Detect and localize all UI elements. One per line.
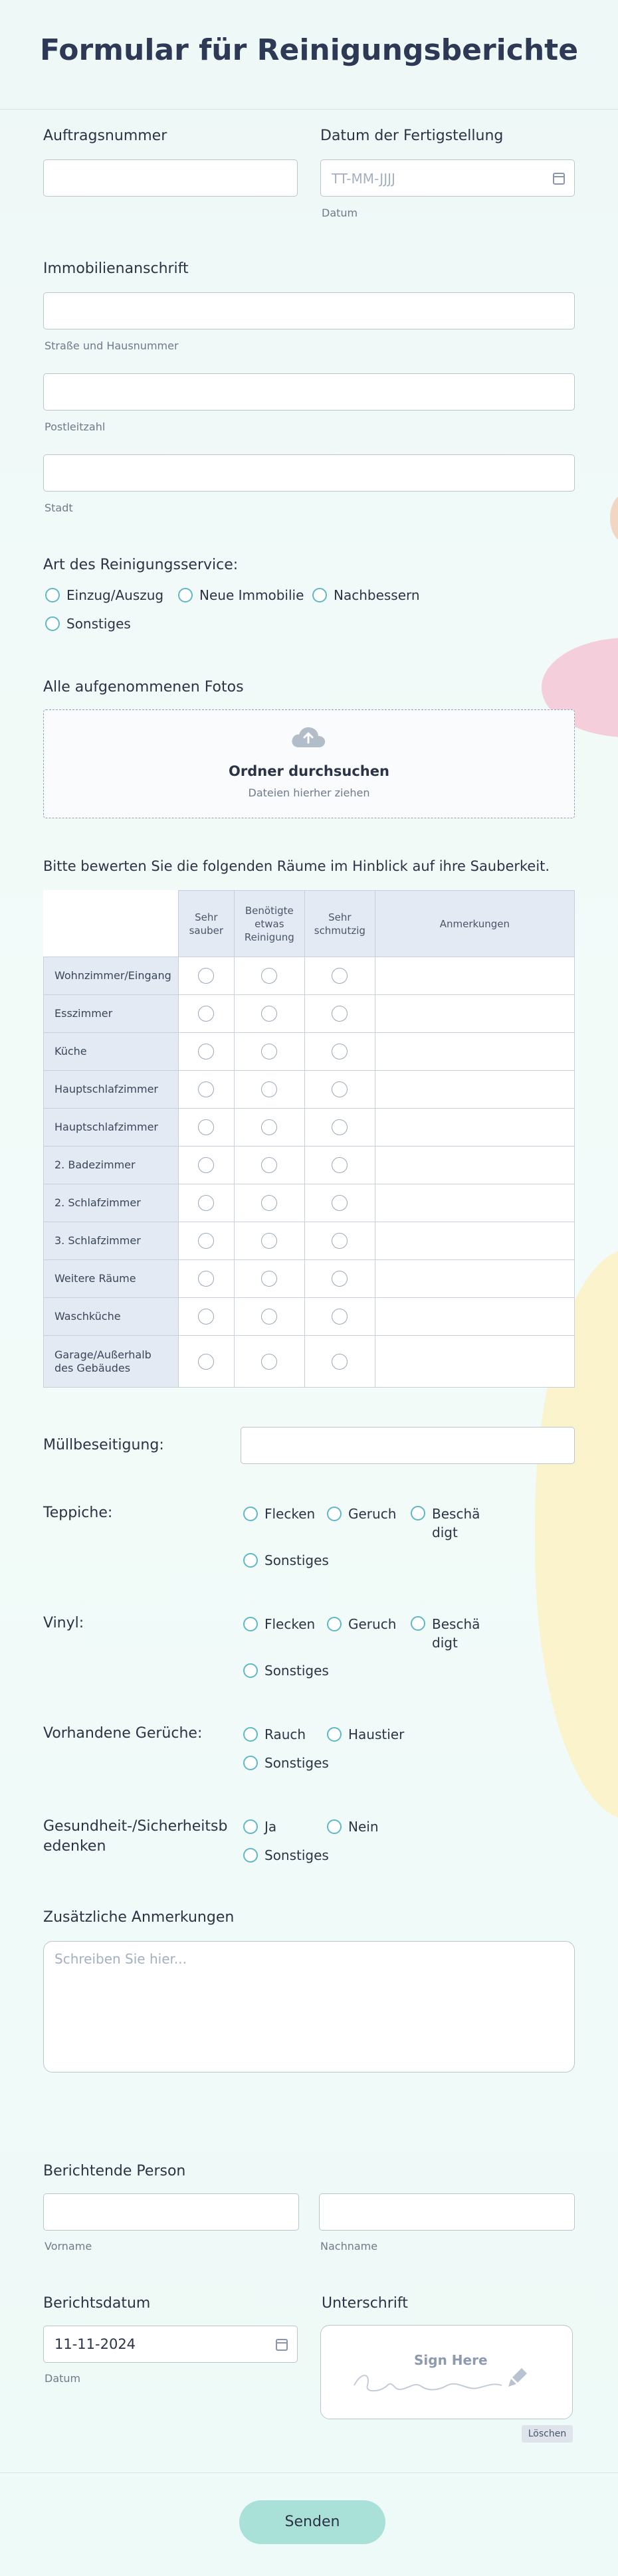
matrix-row (44, 1147, 575, 1184)
radio-circle[interactable] (327, 1819, 342, 1834)
signature-placeholder: Sign Here (414, 2352, 488, 2368)
signature-label: Unterschrift (322, 2295, 408, 2312)
matrix-cell (178, 995, 234, 1033)
safety-option-other[interactable] (243, 1847, 329, 1863)
carpets-option-other[interactable] (243, 1552, 329, 1568)
first-name-sublabel: Vorname (45, 2240, 92, 2253)
zip-input[interactable] (43, 373, 575, 411)
calendar-icon[interactable] (553, 173, 565, 185)
matrix-radio[interactable] (332, 1081, 348, 1097)
matrix-cell (304, 1184, 375, 1222)
matrix-radio[interactable] (261, 1309, 277, 1325)
matrix-cell (234, 1298, 304, 1336)
last-name-input[interactable] (319, 2193, 575, 2231)
report-date-value: 11-11-2024 (54, 2336, 136, 2352)
matrix-cell (178, 1298, 234, 1336)
matrix-notes-input[interactable] (375, 1033, 574, 1071)
zip-sublabel: Postleitzahl (45, 420, 106, 433)
matrix-notes-input[interactable] (375, 1071, 574, 1109)
carpets-option-damaged[interactable] (411, 1505, 485, 1542)
radio-circle[interactable] (243, 1819, 258, 1834)
matrix-cell (178, 1071, 234, 1109)
matrix-cell (178, 1033, 234, 1071)
matrix-radio[interactable] (332, 1157, 348, 1173)
safety-option-yes[interactable] (243, 1819, 276, 1835)
photos-label: Alle aufgenommenen Fotos (43, 679, 244, 695)
matrix-row-label: Wohnzimmer/Eingang (44, 957, 179, 995)
service-option-move[interactable] (45, 587, 163, 603)
radio-label: Flecken (264, 1506, 316, 1522)
matrix-row-label: Waschküche (44, 1298, 179, 1336)
matrix-row-label: 2. Schlafzimmer (44, 1184, 179, 1222)
radio-label: Geruch (348, 1616, 397, 1632)
matrix-cell (234, 1260, 304, 1298)
service-option-new[interactable] (178, 587, 304, 603)
matrix-corner (44, 891, 179, 957)
service-label: Art des Reinigungsservice: (43, 557, 239, 573)
radio-label: Sonstiges (264, 1755, 329, 1771)
carpets-label: Teppiche: (43, 1505, 113, 1521)
matrix-cell (234, 957, 304, 995)
matrix-cell (178, 1222, 234, 1260)
matrix-cell (304, 1298, 375, 1336)
waste-label: Müllbeseitigung: (43, 1437, 164, 1453)
matrix-cell (234, 1184, 304, 1222)
matrix-row-label: Garage/Außerhalb des Gebäudes (44, 1336, 179, 1388)
room-rating-matrix (43, 890, 575, 1388)
city-input[interactable] (43, 454, 575, 492)
signature-pad[interactable] (320, 2325, 573, 2419)
matrix-radio[interactable] (332, 1119, 348, 1135)
matrix-cell (304, 995, 375, 1033)
vinyl-option-other[interactable] (243, 1663, 329, 1679)
radio-circle[interactable] (411, 1616, 425, 1631)
radio-circle[interactable] (327, 1507, 342, 1521)
radio-label: Nein (348, 1819, 379, 1835)
clear-signature-button[interactable]: Löschen (522, 2425, 573, 2442)
matrix-notes-input[interactable] (375, 1260, 574, 1298)
waste-input[interactable] (241, 1427, 575, 1464)
radio-label: Beschädigt (432, 1616, 480, 1651)
matrix-cell (234, 1147, 304, 1184)
matrix-radio[interactable] (332, 1195, 348, 1211)
matrix-cell (304, 1109, 375, 1147)
radio-label: Sonstiges (264, 1663, 329, 1679)
radio-circle[interactable] (243, 1756, 258, 1770)
matrix-radio[interactable] (261, 1233, 277, 1249)
matrix-cell (234, 1109, 304, 1147)
page-title: Formular für Reinigungsberichte (39, 33, 579, 67)
matrix-col-needed-cleaning: Benötigte etwas Reinigung (234, 891, 304, 957)
odors-option-other[interactable] (243, 1755, 329, 1771)
matrix-cell (234, 1222, 304, 1260)
carpets-option-odor[interactable] (327, 1506, 396, 1522)
street-input[interactable] (43, 292, 575, 329)
matrix-cell (234, 995, 304, 1033)
matrix-notes-input[interactable] (375, 1184, 574, 1222)
matrix-row-label: 3. Schlafzimmer (44, 1222, 179, 1260)
odors-label: Vorhandene Gerüche: (43, 1725, 203, 1742)
carpets-option-stains[interactable] (243, 1506, 315, 1522)
odors-option-smoke[interactable] (243, 1726, 306, 1742)
service-option-touchup[interactable] (312, 587, 420, 603)
last-name-sublabel: Nachname (320, 2240, 378, 2253)
radio-circle[interactable] (243, 1617, 258, 1631)
radio-label: Nachbessern (334, 587, 420, 603)
matrix-cell (178, 1260, 234, 1298)
matrix-radio[interactable] (261, 1157, 277, 1173)
matrix-cell (304, 957, 375, 995)
upload-browse-text[interactable]: Ordner durchsuchen (229, 763, 389, 779)
matrix-notes-input[interactable] (375, 957, 574, 995)
decor-blob-peach (610, 495, 618, 541)
street-sublabel: Straße und Hausnummer (45, 339, 179, 352)
radio-circle[interactable] (411, 1506, 425, 1520)
matrix-cell (304, 1336, 375, 1388)
matrix-notes-input[interactable] (375, 1298, 574, 1336)
matrix-radio[interactable] (261, 1119, 277, 1135)
radio-label: Ja (264, 1819, 277, 1835)
matrix-radio[interactable] (198, 1044, 214, 1059)
completion-date-placeholder: TT-MM-JJJJ (332, 171, 395, 187)
radio-label: Geruch (348, 1506, 397, 1522)
order-number-label: Auftragsnummer (43, 128, 167, 144)
radio-label: Sonstiges (66, 616, 131, 632)
radio-label: Einzug/Auszug (66, 587, 164, 603)
matrix-radio[interactable] (261, 1081, 277, 1097)
matrix-row (44, 1260, 575, 1298)
radio-label: Sonstiges (264, 1847, 329, 1863)
report-date-sublabel: Datum (45, 2372, 81, 2385)
notes-placeholder: Schreiben Sie hier... (54, 1951, 187, 1967)
matrix-radio[interactable] (332, 1271, 348, 1287)
radio-circle[interactable] (243, 1727, 258, 1742)
matrix-radio[interactable] (332, 1006, 348, 1022)
matrix-row-label: Küche (44, 1033, 179, 1071)
radio-circle[interactable] (243, 1663, 258, 1678)
file-upload-dropzone[interactable] (43, 709, 575, 818)
matrix-radio[interactable] (332, 1044, 348, 1059)
report-date-input[interactable] (43, 2326, 298, 2363)
matrix-radio[interactable] (332, 968, 348, 984)
upload-drag-text: Dateien hierher ziehen (248, 786, 370, 799)
matrix-notes-input[interactable] (375, 1147, 574, 1184)
matrix-row (44, 957, 575, 995)
matrix-radio[interactable] (198, 1354, 214, 1370)
matrix-row (44, 1184, 575, 1222)
matrix-row (44, 1298, 575, 1336)
matrix-row (44, 1336, 575, 1388)
matrix-row (44, 1109, 575, 1147)
radio-circle[interactable] (45, 588, 60, 602)
matrix-row-label: Hauptschlafzimmer (44, 1071, 179, 1109)
matrix-radio[interactable] (198, 1006, 214, 1022)
matrix-row-label: 2. Badezimmer (44, 1147, 179, 1184)
matrix-notes-input[interactable] (375, 1336, 574, 1388)
matrix-cell (304, 1147, 375, 1184)
matrix-radio[interactable] (198, 1233, 214, 1249)
radio-circle[interactable] (243, 1848, 258, 1863)
matrix-col-very-clean: Sehr sauber (178, 891, 234, 957)
service-option-other[interactable] (45, 616, 131, 632)
matrix-radio[interactable] (198, 1081, 214, 1097)
matrix-cell (234, 1336, 304, 1388)
matrix-row (44, 1071, 575, 1109)
radio-label: Beschädigt (432, 1506, 480, 1540)
matrix-notes-input[interactable] (375, 1109, 574, 1147)
matrix-radio[interactable] (261, 1354, 277, 1370)
safety-label: Gesundheit-/Sicherheitsbedenken (43, 1818, 228, 1855)
address-label: Immobilienanschrift (43, 260, 189, 277)
radio-circle[interactable] (45, 616, 60, 631)
radio-circle[interactable] (243, 1507, 258, 1521)
vinyl-option-damaged[interactable] (411, 1615, 485, 1652)
matrix-row-label: Hauptschlafzimmer (44, 1109, 179, 1147)
radio-circle[interactable] (327, 1727, 342, 1742)
completion-date-sublabel: Datum (322, 207, 358, 219)
matrix-cell (178, 1109, 234, 1147)
matrix-radio[interactable] (261, 1044, 277, 1059)
matrix-radio[interactable] (261, 1271, 277, 1287)
radio-circle[interactable] (312, 588, 327, 602)
notes-label: Zusätzliche Anmerkungen (43, 1909, 235, 1926)
vinyl-option-odor[interactable] (327, 1616, 396, 1632)
city-sublabel: Stadt (45, 502, 73, 514)
radio-label: Rauch (264, 1726, 306, 1742)
radio-circle[interactable] (178, 588, 193, 602)
matrix-notes-input[interactable] (375, 995, 574, 1033)
matrix-cell (304, 1033, 375, 1071)
matrix-cell (304, 1222, 375, 1260)
report-date-label: Berichtsdatum (43, 2295, 151, 2312)
matrix-cell (178, 957, 234, 995)
radio-label: Haustier (348, 1726, 405, 1742)
first-name-input[interactable] (43, 2193, 299, 2231)
matrix-radio[interactable] (261, 1195, 277, 1211)
rooms-label: Bitte bewerten Sie die folgenden Räume im Hinblick auf ihre Sauberkeit. (43, 858, 550, 874)
matrix-cell (178, 1184, 234, 1222)
radio-circle[interactable] (243, 1553, 258, 1568)
matrix-cell (234, 1071, 304, 1109)
matrix-row-label: Esszimmer (44, 995, 179, 1033)
matrix-radio[interactable] (198, 1271, 214, 1287)
matrix-radio[interactable] (198, 1309, 214, 1325)
matrix-col-very-dirty: Sehr schmutzig (304, 891, 375, 957)
reporter-label: Berichtende Person (43, 2163, 186, 2179)
matrix-radio[interactable] (261, 968, 277, 984)
matrix-notes-input[interactable] (375, 1222, 574, 1260)
matrix-col-notes: Anmerkungen (375, 891, 574, 957)
footer-divider (0, 2472, 618, 2473)
matrix-radio[interactable] (332, 1309, 348, 1325)
completion-date-input[interactable] (320, 159, 575, 197)
matrix-row (44, 1222, 575, 1260)
matrix-cell (178, 1147, 234, 1184)
radio-label: Flecken (264, 1616, 316, 1632)
matrix-cell (234, 1033, 304, 1071)
safety-option-no[interactable] (327, 1819, 379, 1835)
calendar-icon[interactable] (276, 2339, 288, 2351)
matrix-radio[interactable] (198, 1119, 214, 1135)
matrix-radio[interactable] (332, 1354, 348, 1370)
matrix-cell (304, 1260, 375, 1298)
submit-button[interactable]: Senden (239, 2500, 385, 2544)
matrix-cell (178, 1336, 234, 1388)
odors-option-pet[interactable] (327, 1726, 404, 1742)
vinyl-option-stains[interactable] (243, 1616, 315, 1632)
matrix-radio[interactable] (332, 1233, 348, 1249)
radio-label: Neue Immobilie (199, 587, 304, 603)
vinyl-label: Vinyl: (43, 1615, 84, 1631)
matrix-radio[interactable] (198, 1195, 214, 1211)
radio-circle[interactable] (327, 1617, 342, 1631)
order-number-input[interactable] (43, 159, 298, 197)
matrix-row-label: Weitere Räume (44, 1260, 179, 1298)
matrix-row (44, 995, 575, 1033)
matrix-radio[interactable] (261, 1006, 277, 1022)
matrix-radio[interactable] (198, 1157, 214, 1173)
form-header (0, 0, 618, 110)
radio-label: Sonstiges (264, 1552, 329, 1568)
completion-date-label: Datum der Fertigstellung (320, 128, 504, 144)
matrix-radio[interactable] (198, 968, 214, 984)
matrix-row (44, 1033, 575, 1071)
notes-textarea[interactable] (43, 1941, 575, 2072)
matrix-cell (304, 1071, 375, 1109)
upload-cloud-icon (290, 725, 327, 749)
